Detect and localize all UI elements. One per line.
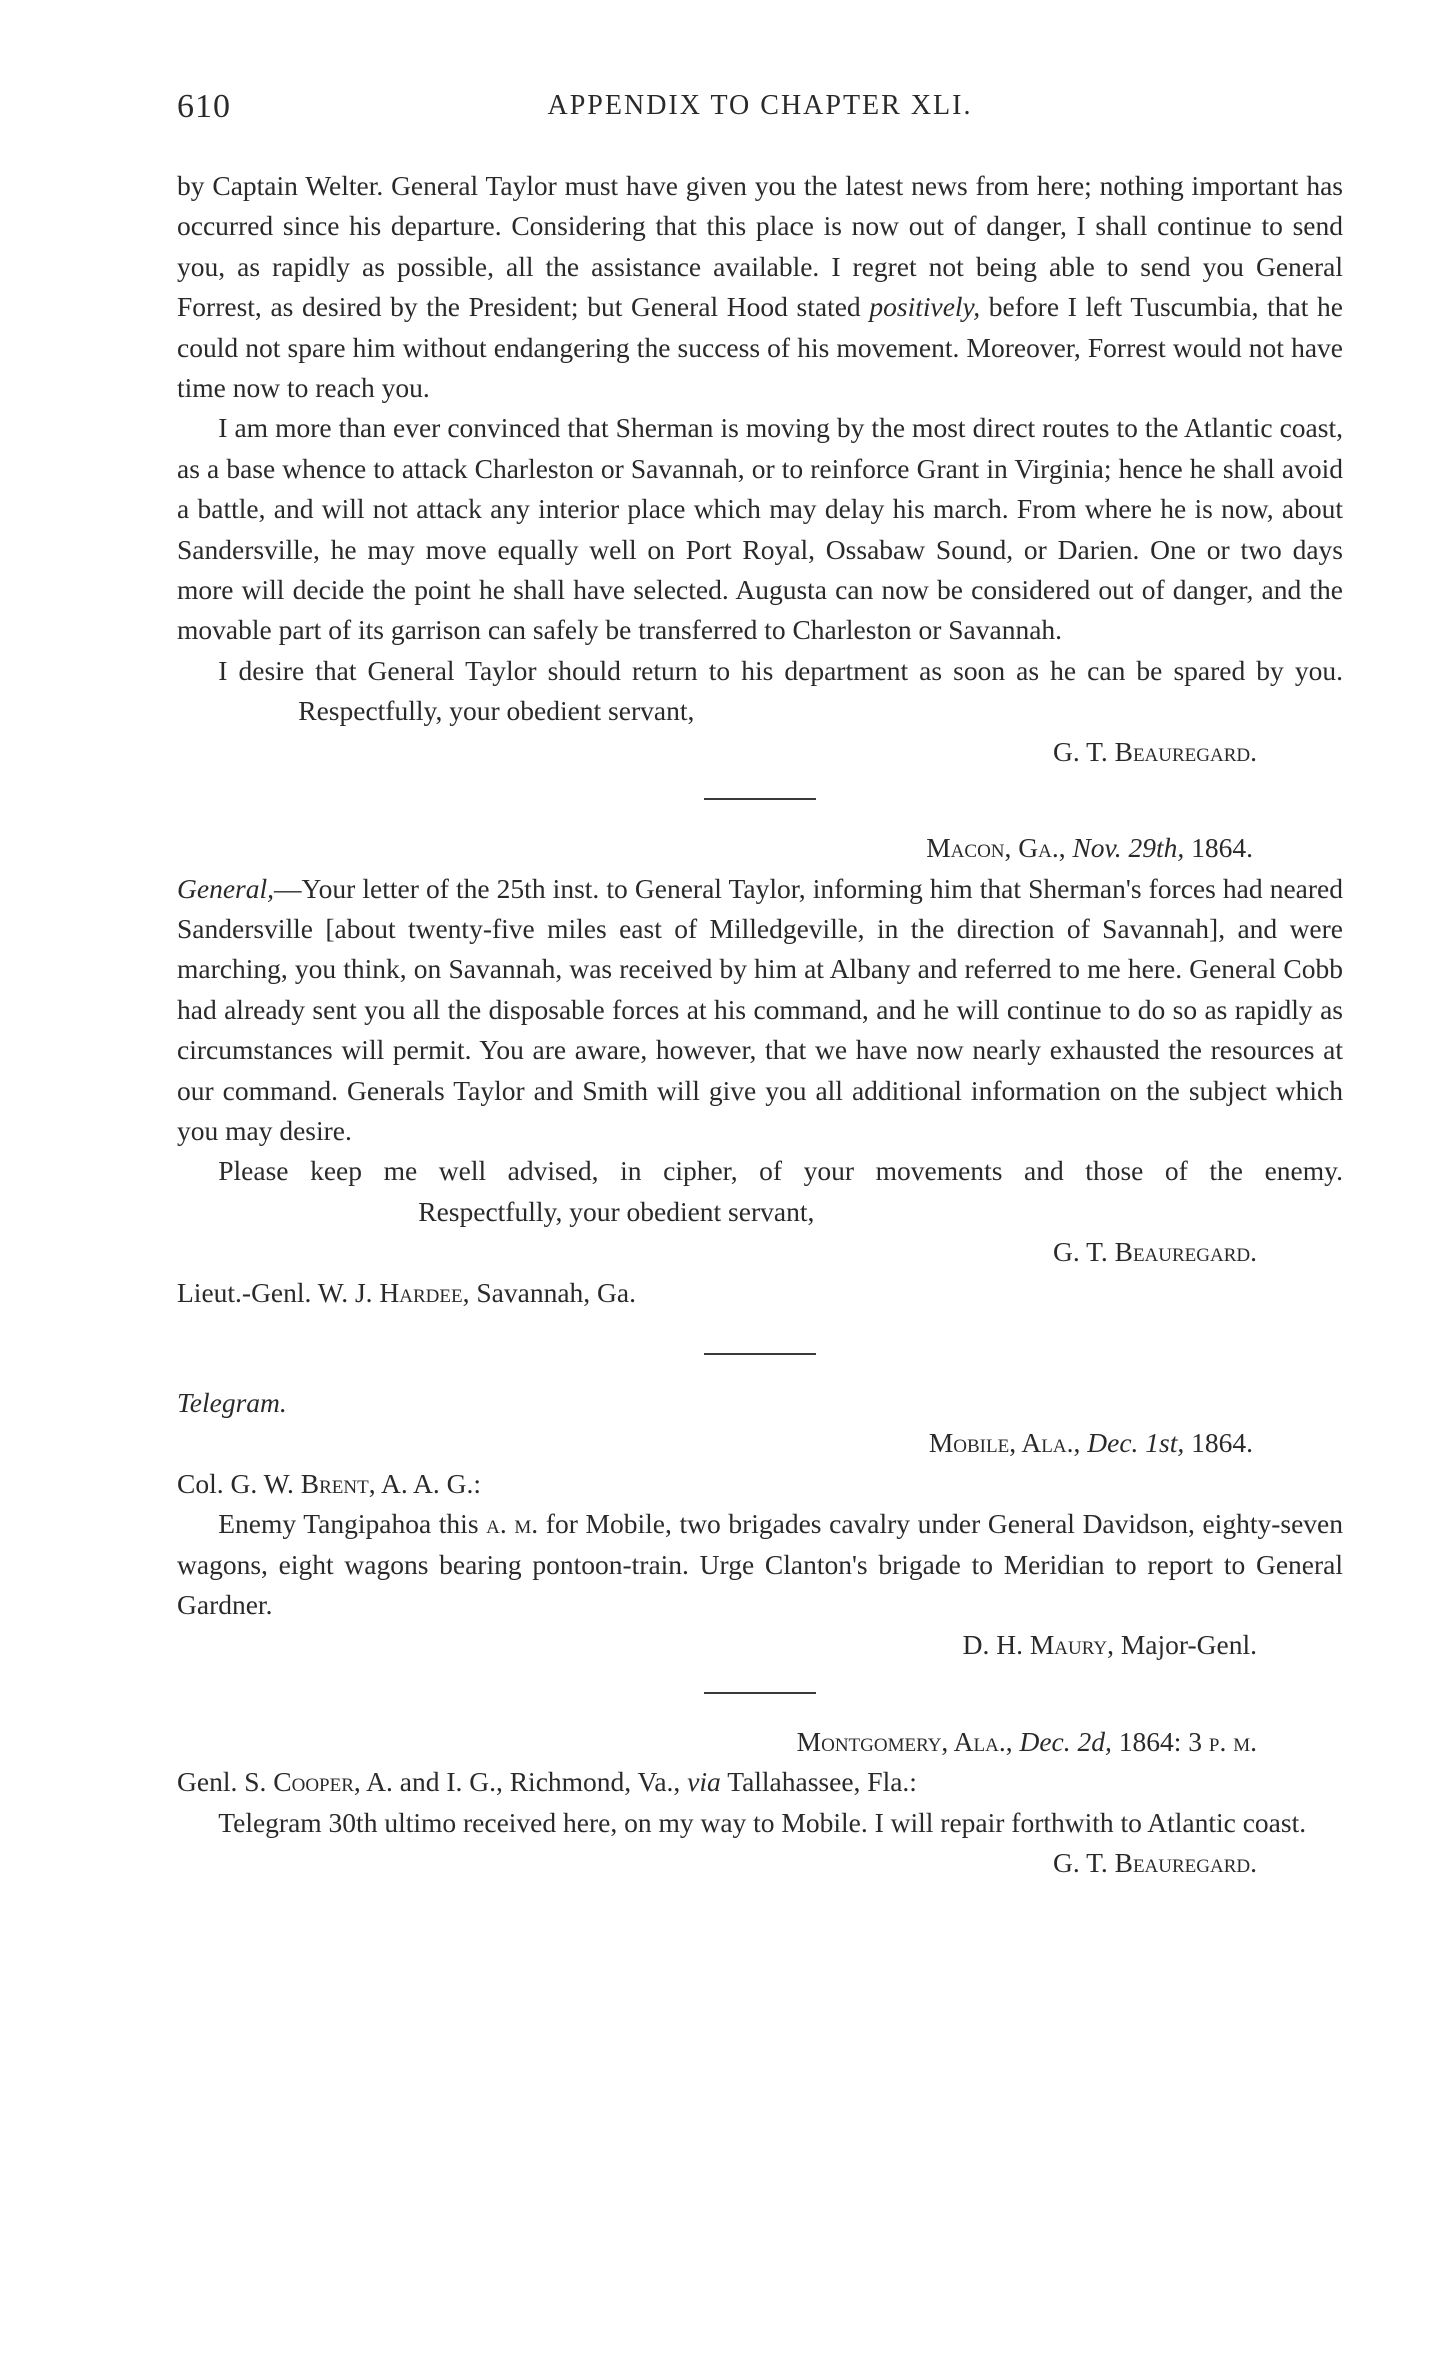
telegram1-body: Enemy Tangipahoa this a. m. for Mobile, two brigades cavalry under General Davidson, eighty-seven wagons, eight wagons bearing pontoon-train. Urge Clanton's brigade to Meridian to report to General Gardner. bbox=[177, 1508, 1343, 1620]
letter1-paragraph-1: by Captain Welter. General Taylor must have given you the latest news from here; nothing important has occurred since his departure. Considering that this place is now out of danger, I shall continue to send you, as rapidly as possible, all the assistance available. I regret not being able to send you General Forrest, as desired by the President; but General Hood stated positively, before I left Tuscumbia, that he could not spare him without endangering the success of his movement. Moreover, Forrest would not have time now to reach you. bbox=[177, 170, 1344, 404]
telegram1-signature: D. H. Maury, Major-Genl. bbox=[962, 1629, 1257, 1661]
page-number: 610 bbox=[177, 88, 231, 125]
telegram2-body: Telegram 30th ultimo received here, on my way to Mobile. I will repair forthwith to Atlantic coast. G. T. Beauregard. bbox=[177, 1803, 1343, 1843]
letter1-signature: G. T. Beauregard. bbox=[1052, 735, 1257, 767]
emphasis-positively: positively, bbox=[869, 291, 981, 323]
letter1-paragraph-3: I desire that General Taylor should return to his department as soon as he can be spared by you.Respectfully, your obedient servant, bbox=[177, 651, 1343, 732]
letter2-dateline: Macon, Ga., Nov. 29th, 1864. bbox=[926, 832, 1253, 864]
telegram1-label: Telegram. bbox=[177, 1386, 287, 1418]
letter2-paragraph-2: Please keep me well advised, in cipher, of your movements and those of the enemy.Respectfully, your obedient servant, bbox=[177, 1151, 1343, 1232]
letter1-closing: Respectfully, your obedient servant, bbox=[298, 695, 695, 727]
running-head bbox=[177, 88, 1343, 128]
letter2-signature: G. T. Beauregard. bbox=[1052, 1236, 1257, 1268]
running-title: APPENDIX TO CHAPTER XLI. bbox=[547, 90, 973, 121]
telegram2-signature: G. T. Beauregard. bbox=[1052, 1847, 1257, 1879]
telegram1-addressee: Col. G. W. Brent, A. A. G.: bbox=[177, 1467, 482, 1499]
letter2-paragraph-1: General,—Your letter of the 25th inst. to General Taylor, informing him that Sherman's forces had neared Sandersville [about twenty-five miles east of Milledgeville, in the direction of Savannah], and were marching, you think, on Savannah, was received by him at Albany and referred to me here. General Cobb had already sent you all the disposable forces at his command, and he will continue to do so as rapidly as circumstances will permit. You are aware, however, that we have now nearly exhausted the resources at our command. Generals Taylor and Smith will give you all additional information on the subject which you may desire. bbox=[177, 872, 1343, 1146]
section-divider bbox=[704, 798, 816, 800]
letter1-paragraph-2: I am more than ever convinced that Sherman is moving by the most direct routes to the Atlantic coast, as a base whence to attack Charleston or Savannah, or to reinforce Grant in Virginia; hence he shall avoid a battle, and will not attack any interior place which may delay his march. From where he is now, about Sandersville, he may move equally well on Port Royal, Ossabaw Sound, or Darien. One or two days more will decide the point he shall have selected. Augusta can now be considered out of danger, and the movable part of its garrison can safely be transferred to Charleston or Savannah. bbox=[177, 412, 1343, 646]
section-divider bbox=[704, 1353, 816, 1355]
telegram1-dateline: Mobile, Ala., Dec. 1st, 1864. bbox=[928, 1427, 1253, 1459]
section-divider bbox=[704, 1692, 816, 1694]
telegram2-dateline: Montgomery, Ala., Dec. 2d, 1864: 3 p. m. bbox=[796, 1725, 1257, 1757]
telegram2-addressee: Genl. S. Cooper, A. and I. G., Richmond, Va., via Tallahassee, Fla.: bbox=[177, 1766, 917, 1798]
letter2-addressee: Lieut.-Genl. W. J. Hardee, Savannah, Ga. bbox=[177, 1276, 636, 1308]
letter2-closing: Respectfully, your obedient servant, bbox=[418, 1195, 815, 1227]
letter2-salutation: General, bbox=[177, 872, 274, 904]
body-text bbox=[177, 166, 1343, 1883]
